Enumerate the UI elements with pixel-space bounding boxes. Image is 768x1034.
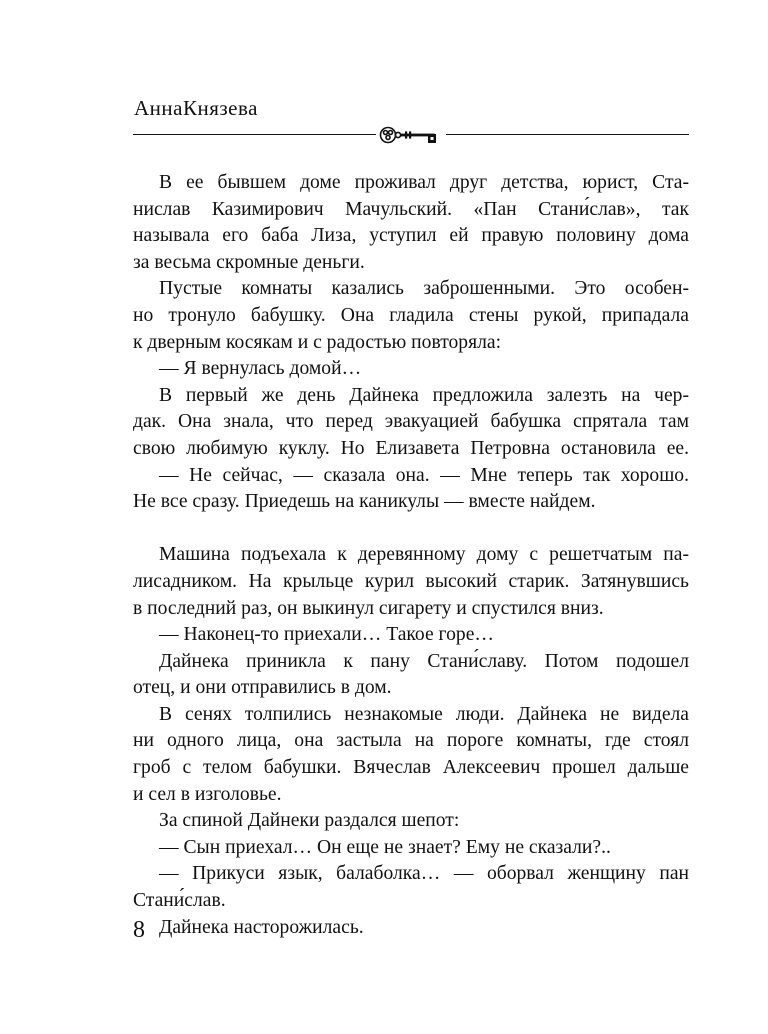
text-line: В первый же день Дайнека предложила залезть на чер- [159, 384, 689, 406]
text-line: но тронуло бабушку. Она гладила стены рукой, припадала [133, 304, 689, 326]
text-line: Дайнека насторожилась. [159, 916, 364, 938]
page-number: 8 [133, 917, 145, 943]
text-line: в последний раз, он выкинул сигарету и спустился вниз. [133, 597, 604, 619]
text-line: Дайнека приникла к пану Стани́славу. Потом подошел [159, 650, 689, 672]
text-line: к дверным косякам и с радостью повторяла: [133, 331, 502, 353]
text-line: и сел в изголовье. [133, 783, 282, 805]
text-line: дак. Она знала, что перед эвакуацией бабушка спрятала там [133, 411, 689, 433]
text-line: называла его баба Лиза, уступил ей правую половину дома [133, 225, 689, 247]
running-header-author: АннаКнязева [134, 96, 258, 120]
text-line: ни одного лица, она застыла на пороге комнаты, где стоял [133, 730, 689, 752]
body-text [133, 170, 689, 941]
text-line: отец, и они отправились в дом. [133, 677, 392, 699]
text-line: Не все сразу. Приедешь на каникулы — вместе найдем. [133, 491, 596, 513]
key-ornament-icon [376, 123, 446, 147]
text-line: За спиной Дайнеки раздался шепот: [159, 810, 460, 832]
text-line: Пустые комнаты казались заброшенными. Это особен- [159, 278, 689, 300]
text-line: — Сын приехал… Он еще не знает? Ему не сказали?.. [159, 836, 611, 858]
text-line: В сенях толпились незнакомые люди. Дайнека не видела [159, 703, 689, 725]
text-line: В ее бывшем доме проживал друг детства, юрист, Ста- [159, 172, 689, 193]
text-line: — Наконец-то приехали… Такое горе… [159, 624, 494, 646]
text-line: нислав Казимирович Мачульский. «Пан Стани́слав», так [133, 198, 689, 220]
text-line: за весьма скромные деньги. [133, 251, 365, 273]
text-line: Стани́слав. [133, 890, 226, 912]
text-line: — Прикуси язык, балаболка… — оборвал женщину пан [159, 863, 689, 885]
text-line: — Я вернулась домой… [159, 358, 362, 380]
text-line: гроб с телом бабушки. Вячеслав Алексеевич прошел дальше [133, 757, 689, 779]
text-line: Машина подъехала к деревянному дому с решетчатым па- [159, 544, 689, 566]
text-line: свою любимую куклу. Но Елизавета Петровна остановила ее. [133, 437, 689, 459]
text-line: — Не сейчас, — сказала она. — Мне теперь так хорошо. [159, 464, 689, 486]
text-line: лисадником. На крыльце курил высокий старик. Затянувшись [133, 570, 689, 592]
